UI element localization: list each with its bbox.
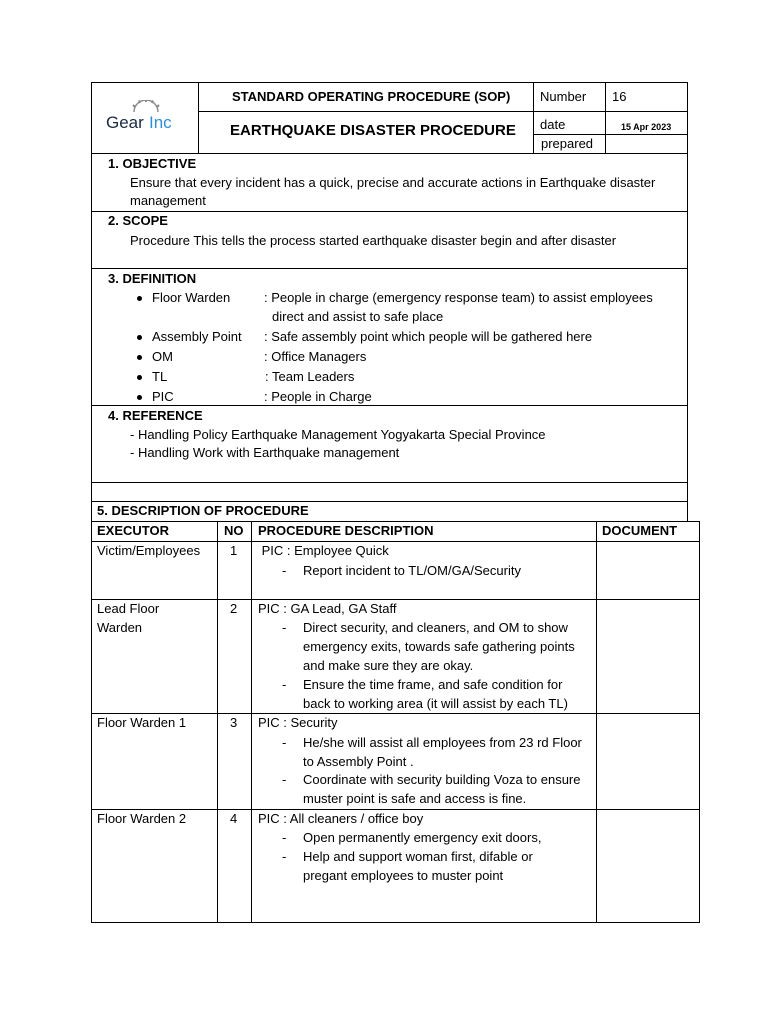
date-value: 15 Apr 2023 <box>621 122 672 132</box>
pic-cell: PIC : Employee Quick <box>258 543 389 558</box>
dash-marker: - <box>282 735 287 750</box>
page-title: EARTHQUAKE DISASTER PROCEDURE <box>230 122 516 139</box>
step-text: Ensure the time frame, and safe condition for back to working area (it will assist by each TL) <box>303 677 568 711</box>
column-header-document: DOCUMENT <box>602 523 678 538</box>
bullet-icon <box>137 355 142 360</box>
company-logo <box>104 100 184 140</box>
objective-heading: 1. OBJECTIVE <box>108 156 197 171</box>
dash-marker: - <box>282 677 287 692</box>
pic-cell: PIC : All cleaners / office boy <box>258 811 424 826</box>
gear-icon <box>132 100 160 112</box>
step-text: Coordinate with security building Voza to ensure muster point is safe and access is fine. <box>303 772 581 806</box>
definition-desc: : Team Leaders <box>265 369 355 384</box>
column-header-description: PROCEDURE DESCRIPTION <box>258 523 434 538</box>
definition-term: Floor Warden <box>152 290 231 305</box>
executor-cell: Lead Floor Warden <box>97 601 160 635</box>
executor-cell: Floor Warden 1 <box>97 715 187 730</box>
sop-label: STANDARD OPERATING PROCEDURE (SOP) <box>232 89 511 104</box>
definition-desc: : Office Managers <box>264 349 367 364</box>
step-text: Help and support woman first, difable or pregant employees to muster point <box>303 849 533 883</box>
dash-marker: - <box>282 563 287 578</box>
objective-text-1: Ensure that every incident has a quick, precise and accurate actions in Earthquake disaster <box>130 175 656 190</box>
pic-cell: PIC : GA Lead, GA Staff <box>258 601 397 616</box>
executor-cell: Floor Warden 2 <box>97 811 187 826</box>
step-text: Direct security, and cleaners, and OM to show emergency exits, towards safe gathering points and make sure they are okay. <box>303 620 575 673</box>
number-cell: 2 <box>230 601 238 616</box>
definition-desc: : People in Charge <box>264 389 372 404</box>
definition-desc: : Safe assembly point which people will be gathered here <box>264 329 593 344</box>
date-label: date <box>540 117 566 132</box>
dash-marker: - <box>282 849 287 864</box>
bullet-icon <box>137 375 142 380</box>
logo-text-inc: Inc <box>149 113 172 132</box>
definition-desc: : People in charge (emergency response team) to assist employees <box>264 290 653 305</box>
number-cell: 3 <box>230 715 238 730</box>
logo-text-gear: Gear <box>106 113 144 132</box>
dash-marker: - <box>282 772 287 787</box>
column-header-no: NO <box>224 523 244 538</box>
step-text: Report incident to TL/OM/GA/Security <box>303 563 521 578</box>
bullet-icon <box>137 335 142 340</box>
objective-text-2: management <box>130 193 206 208</box>
column-header-executor: EXECUTOR <box>97 523 169 538</box>
bullet-icon <box>137 395 142 400</box>
definition-term: PIC <box>152 389 174 404</box>
prepared-label: prepared <box>541 136 594 151</box>
step-text: Open permanently emergency exit doors, <box>303 830 542 845</box>
bullet-icon <box>137 296 142 301</box>
number-cell: 1 <box>230 543 238 558</box>
definition-term: Assembly Point <box>152 329 242 344</box>
definition-heading: 3. DEFINITION <box>108 271 197 286</box>
scope-heading: 2. SCOPE <box>108 213 168 228</box>
reference-line-2: - Handling Work with Earthquake management <box>130 445 400 460</box>
step-text: He/she will assist all employees from 23 rd Floor to Assembly Point . <box>303 735 582 769</box>
procedure-heading: 5. DESCRIPTION OF PROCEDURE <box>97 503 309 518</box>
definition-term: TL <box>152 369 168 384</box>
number-cell: 4 <box>230 811 238 826</box>
dash-marker: - <box>282 620 287 635</box>
reference-line-1: - Handling Policy Earthquake Management Yogyakarta Special Province <box>130 427 546 442</box>
executor-cell: Victim/Employees <box>97 543 201 558</box>
number-label: Number <box>540 89 587 104</box>
definition-desc-cont: direct and assist to safe place <box>272 309 444 324</box>
scope-text: Procedure This tells the process started earthquake disaster begin and after disaster <box>130 233 617 248</box>
pic-cell: PIC : Security <box>258 715 338 730</box>
reference-heading: 4. REFERENCE <box>108 408 203 423</box>
number-value: 16 <box>612 89 627 104</box>
definition-term: OM <box>152 349 173 364</box>
dash-marker: - <box>282 830 287 845</box>
